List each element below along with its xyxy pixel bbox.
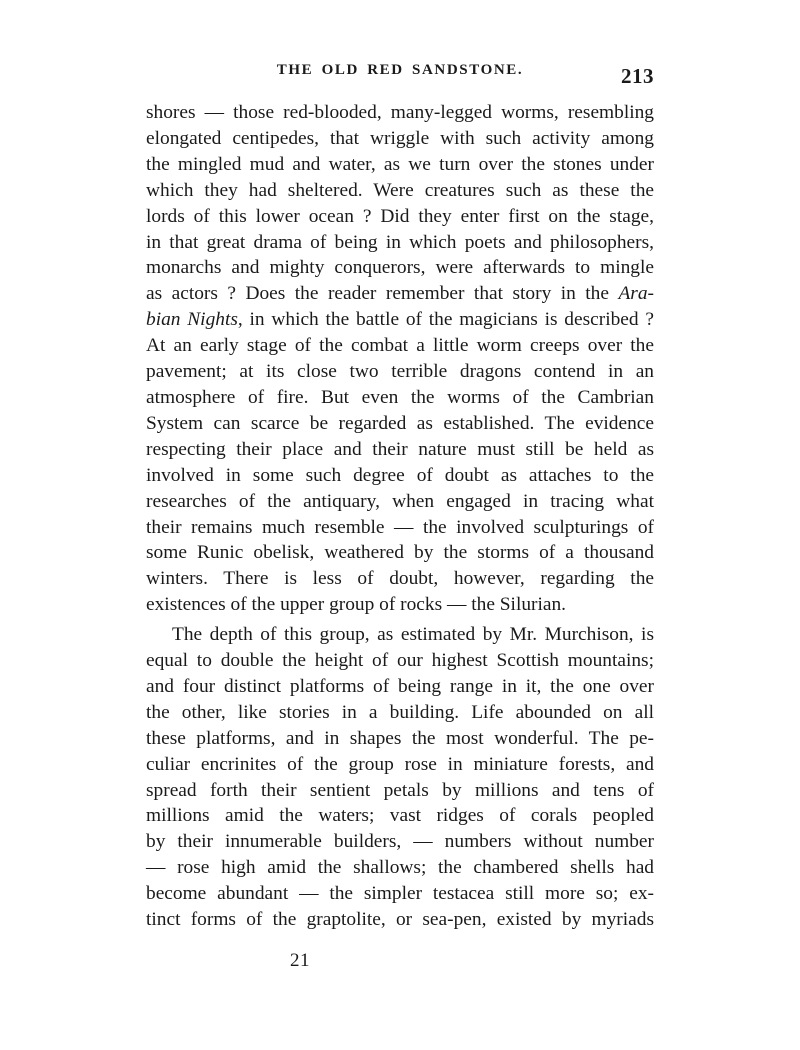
running-title: THE OLD RED SANDSTONE. (276, 62, 524, 78)
text-line: as actors ? Does the reader remember that story in the Ara- (146, 283, 654, 305)
text-line: bian Nights, in which the battle of the magicians is described ? (146, 309, 654, 331)
text-line: atmosphere of fire. But even the worms of the Cambrian (146, 386, 654, 408)
text-line: these platforms, and in shapes the most wonderful. The pe- (146, 727, 654, 749)
text-line: which they had sheltered. Were creatures such as these the (146, 179, 654, 201)
body-text (146, 100, 654, 933)
text-line: some Runic obelisk, weathered by the storms of a thousand (146, 542, 654, 564)
text-line: millions amid the waters; vast ridges of corals peopled (146, 805, 654, 827)
text-line: tinct forms of the graptolite, or sea-pen, existed by myriads (146, 909, 654, 931)
text-line: spread forth their sentient petals by millions and tens of (146, 779, 654, 801)
signature-mark: 21 (290, 950, 310, 971)
text-line: elongated centipedes, that wriggle with such activity among (146, 127, 654, 149)
paragraph-1 (146, 100, 654, 618)
text-line: become abundant — the simpler testacea still more so; ex- (146, 883, 654, 905)
text-line: the mingled mud and water, as we turn over the stones under (146, 153, 654, 175)
page-number: 213 (621, 64, 654, 88)
text-line: in that great drama of being in which poets and philosophers, (146, 231, 654, 253)
text-line: equal to double the height of our highest Scottish mountains; (146, 650, 654, 672)
text-line: respecting their place and their nature must still be held as (146, 438, 654, 460)
text-line: lords of this lower ocean ? Did they enter first on the stage, (146, 205, 654, 227)
text-line: — rose high amid the shallows; the chambered shells had (146, 857, 654, 879)
text-line: culiar encrinites of the group rose in miniature forests, and (146, 753, 654, 775)
text-line: monarchs and mighty conquerors, were afterwards to mingle (146, 257, 654, 279)
text-line: pavement; at its close two terrible dragons contend in an (146, 361, 654, 383)
paragraph-2 (146, 622, 654, 933)
text-line: and four distinct platforms of being range in it, the one over (146, 675, 654, 697)
text-line: involved in some such degree of doubt as attaches to the (146, 464, 654, 486)
text-line: System can scarce be regarded as established. The evidence (146, 412, 654, 434)
text-line: researches of the antiquary, when engaged in tracing what (146, 490, 654, 512)
text-line: At an early stage of the combat a little worm creeps over the (146, 335, 654, 357)
text-line: their remains much resemble — the involved sculpturings of (146, 516, 654, 538)
text-line: The depth of this group, as estimated by Mr. Murchison, is (172, 624, 654, 646)
text-line: the other, like stories in a building. Life abounded on all (146, 701, 654, 723)
text-line: winters. There is less of doubt, however, regarding the (146, 568, 654, 590)
text-line: shores — those red-blooded, many-legged worms, resembling (146, 102, 654, 123)
running-head (146, 62, 654, 88)
text-line: existences of the upper group of rocks — the Silurian. (146, 594, 567, 616)
text-line: by their innumerable builders, — numbers without number (146, 831, 654, 853)
